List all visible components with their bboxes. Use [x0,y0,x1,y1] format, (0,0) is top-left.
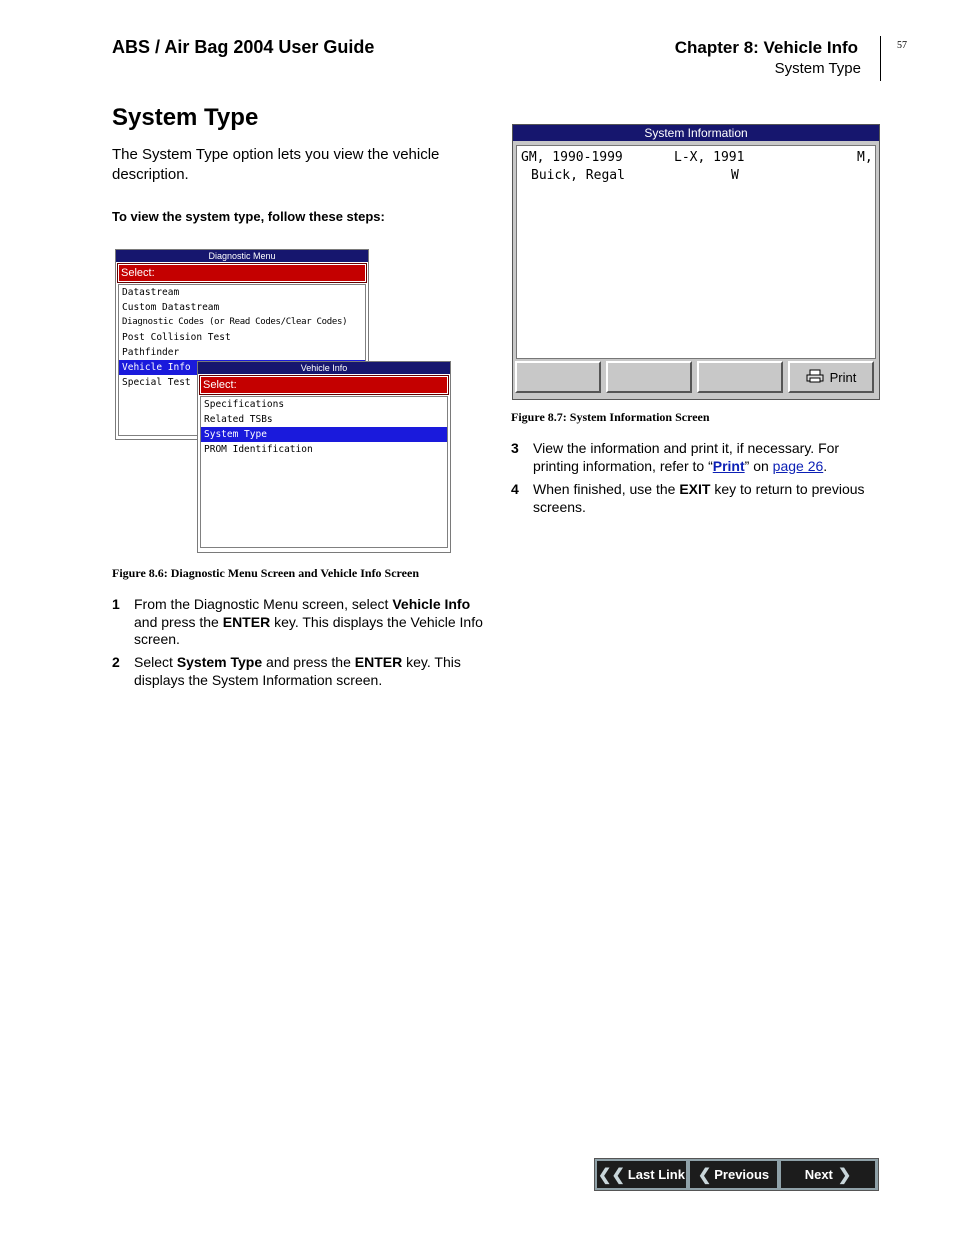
previous-button[interactable] [690,1161,777,1188]
diagnostic-menu-select-bar: Select: [118,264,366,282]
double-chevron-left-icon: ❮❮ [598,1166,625,1184]
diagnostic-menu-title: Diagnostic Menu [116,250,368,262]
info-code-1: M, [857,150,873,165]
page-heading: System Type [112,104,259,131]
last-link-button[interactable] [597,1161,686,1188]
navigation-bar [594,1158,879,1191]
step-text: View the information and print it, if necessary. For printing information, refer to “ [533,440,840,474]
system-information-title: System Information [513,125,879,141]
header-divider [880,36,881,81]
step-number: 2 [112,654,120,670]
menu-item-specifications[interactable]: Specifications [204,399,285,410]
info-make-years: GM, 1990-1999 [521,150,623,165]
step-2 [112,654,484,690]
figure-86-caption: Figure 8.6: Diagnostic Menu Screen and Vehicle Info Screen [112,566,419,580]
function-button-row [515,361,877,395]
step-bold: EXIT [679,481,711,497]
info-code-2: W [731,168,739,183]
menu-item-system-type[interactable]: System Type [201,427,447,442]
menu-item-diagnostic-codes[interactable]: Diagnostic Codes (or Read Codes/Clear Codes) [122,317,348,327]
last-link-label: Last Link [627,1167,685,1182]
doc-title: ABS / Air Bag 2004 User Guide [112,37,375,57]
previous-label: Previous [714,1167,770,1182]
print-label: Print [829,369,857,385]
step-bold: ENTER [354,654,403,670]
function-button-1[interactable] [515,361,601,393]
menu-item-prom-identification[interactable]: PROM Identification [204,444,313,455]
info-platform-year: L-X, 1991 [674,150,745,165]
step-number: 4 [511,481,519,497]
vehicle-info-select-bar: Select: [200,376,448,394]
step-1 [112,596,484,650]
vehicle-info-list [200,396,448,548]
step-bold: System Type [176,654,263,670]
menu-item-special-test[interactable]: Special Test [122,377,191,388]
function-button-2[interactable] [606,361,692,393]
intro-paragraph: The System Type option lets you view the vehicle description. [112,146,440,183]
menu-item-custom-datastream[interactable]: Custom Datastream [122,302,220,313]
step-text: and press the [262,654,355,670]
chevron-right-icon: ❯ [837,1166,852,1184]
chapter-title: Chapter 8: Vehicle Info [674,38,858,57]
figure-87-caption: Figure 8.7: System Information Screen [511,410,710,424]
chevron-left-icon: ❮ [697,1166,712,1184]
next-label: Next [804,1167,833,1182]
vehicle-info-title: Vehicle Info [198,362,450,374]
step-bold: Vehicle Info [392,596,471,612]
step-text: key to return to previous screens. [533,481,865,515]
step-text: and press the [134,613,223,630]
step-number: 3 [511,440,519,456]
step-text: From the Diagnostic Menu screen, select [134,596,393,612]
function-button-3[interactable] [697,361,783,393]
step-4 [511,481,881,517]
step-text: key. This displays the Vehicle Info screen. [134,613,483,647]
printer-icon [806,369,824,386]
step-text: ” on [744,457,773,474]
step-text: key. This displays the System Information screen. [134,654,461,688]
vehicle-info-window [197,361,451,553]
print-button[interactable] [788,361,874,393]
next-button[interactable] [781,1161,875,1188]
step-text: . [823,457,828,474]
menu-item-vehicle-info[interactable]: Vehicle Info [119,360,365,375]
step-3 [511,440,881,476]
system-information-window [512,124,880,400]
menu-item-datastream[interactable]: Datastream [122,287,180,298]
step-text: Select [134,654,177,670]
system-information-content [516,145,876,359]
menu-item-pathfinder[interactable]: Pathfinder [122,347,180,358]
steps-heading: To view the system type, follow these steps: [112,209,385,224]
menu-item-related-tsbs[interactable]: Related TSBs [204,414,273,425]
info-model: Buick, Regal [531,168,625,183]
section-subtitle: System Type [774,60,861,77]
page-number: 57 [897,40,907,51]
page-26-link[interactable]: page 26 [772,457,824,474]
step-text: When finished, use the [533,481,680,497]
step-number: 1 [112,596,120,612]
menu-item-post-collision-test[interactable]: Post Collision Test [122,332,231,343]
step-bold: ENTER [222,613,271,630]
print-link[interactable]: Print [712,457,745,474]
